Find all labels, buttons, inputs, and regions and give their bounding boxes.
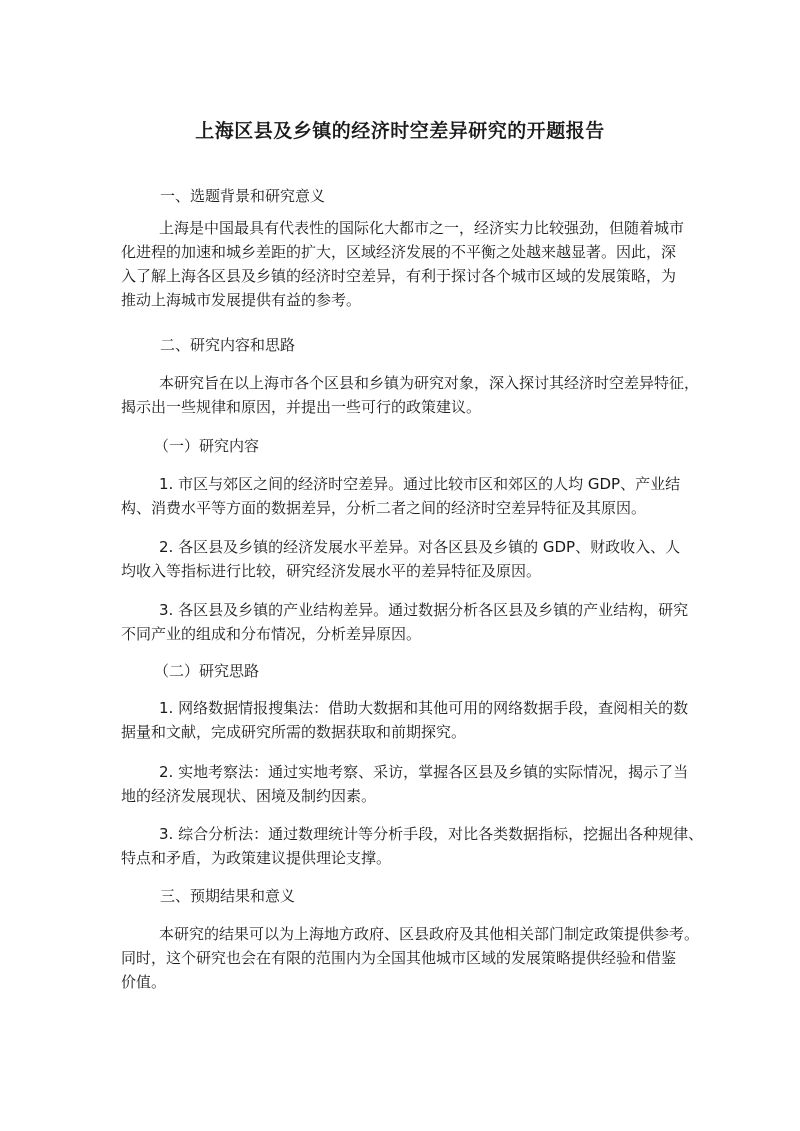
section-heading-content: 二、研究内容和思路 bbox=[160, 336, 296, 354]
paragraph-line: 本研究的结果可以为上海地方政府、区县政府及其他相关部门制定政策提供参考。 bbox=[159, 925, 700, 943]
list-item-line: 构、消费水平等方面的数据差异，分析二者之间的经济时空差异特征及其原因。 bbox=[121, 499, 647, 517]
list-item bbox=[121, 696, 689, 744]
paragraph-line: 化进程的加速和城乡差距的扩大，区域经济发展的不平衡之处越来越显著。因此，深 bbox=[121, 243, 677, 261]
paragraph-line: 推动上海城市发展提供有益的参考。 bbox=[121, 291, 362, 309]
list-item-line: 2. 各区县及乡镇的经济发展水平差异。对各区县及乡镇的 GDP、财政收入、人 bbox=[159, 538, 681, 556]
section-heading-background: 一、选题背景和研究意义 bbox=[160, 187, 326, 205]
paragraph-line: 同时，这个研究也会在有限的范围内为全国其他城市区域的发展策略提供经验和借鉴 bbox=[121, 949, 677, 967]
list-item-line: 3. 综合分析法：通过数理统计等分析手段，对比各类数据指标，挖掘出各种规律、 bbox=[159, 825, 704, 843]
paragraph-line: 揭示出一些规律和原因，并提出一些可行的政策建议。 bbox=[121, 398, 482, 416]
paragraph-line: 价值。 bbox=[121, 973, 167, 991]
paragraph-content-intro bbox=[121, 371, 700, 419]
list-item-line: 不同产业的组成和分布情况，分析差异原因。 bbox=[121, 625, 422, 643]
list-item-line: 特点和矛盾，为政策建议提供理论支撑。 bbox=[121, 849, 392, 867]
list-item-line: 1. 市区与郊区之间的经济时空差异。通过比较市区和郊区的人均 GDP、产业结 bbox=[159, 475, 681, 493]
document-title: 上海区县及乡镇的经济时空差异研究的开题报告 bbox=[195, 120, 605, 142]
list-item bbox=[121, 760, 689, 808]
paragraph-results bbox=[121, 922, 700, 994]
section-heading-results: 三、预期结果和意义 bbox=[160, 887, 296, 905]
list-item-line: 均收入等指标进行比较，研究经济发展水平的差异特征及原因。 bbox=[121, 562, 542, 580]
list-item-line: 2. 实地考察法：通过实地考察、采访，掌握各区县及乡镇的实际情况，揭示了当 bbox=[159, 763, 689, 781]
paragraph-background bbox=[121, 216, 685, 312]
list-item bbox=[121, 535, 681, 583]
paragraph-line: 入了解上海各区县及乡镇的经济时空差异，有利于探讨各个城市区域的发展策略，为 bbox=[121, 267, 677, 285]
list-item bbox=[121, 598, 689, 646]
list-item-line: 3. 各区县及乡镇的产业结构差异。通过数据分析各区县及乡镇的产业结构，研究 bbox=[159, 601, 689, 619]
paragraph-line: 本研究旨在以上海市各个区县和乡镇为研究对象，深入探讨其经济时空差异特征， bbox=[159, 374, 700, 392]
list-item-line: 据量和文献，完成研究所需的数据获取和前期探究。 bbox=[121, 723, 467, 741]
list-item bbox=[121, 822, 704, 870]
paragraph-line: 上海是中国最具有代表性的国际化大都市之一，经济实力比较强劲，但随着城市 bbox=[159, 219, 685, 237]
list-item-line: 1. 网络数据情报搜集法：借助大数据和其他可用的网络数据手段，查阅相关的数 bbox=[159, 699, 689, 717]
list-item-line: 地的经济发展现状、困境及制约因素。 bbox=[121, 787, 377, 805]
subsection-heading-research-approach: （二）研究思路 bbox=[154, 662, 260, 680]
list-item bbox=[121, 472, 681, 520]
subsection-heading-research-content: （一）研究内容 bbox=[154, 437, 260, 455]
